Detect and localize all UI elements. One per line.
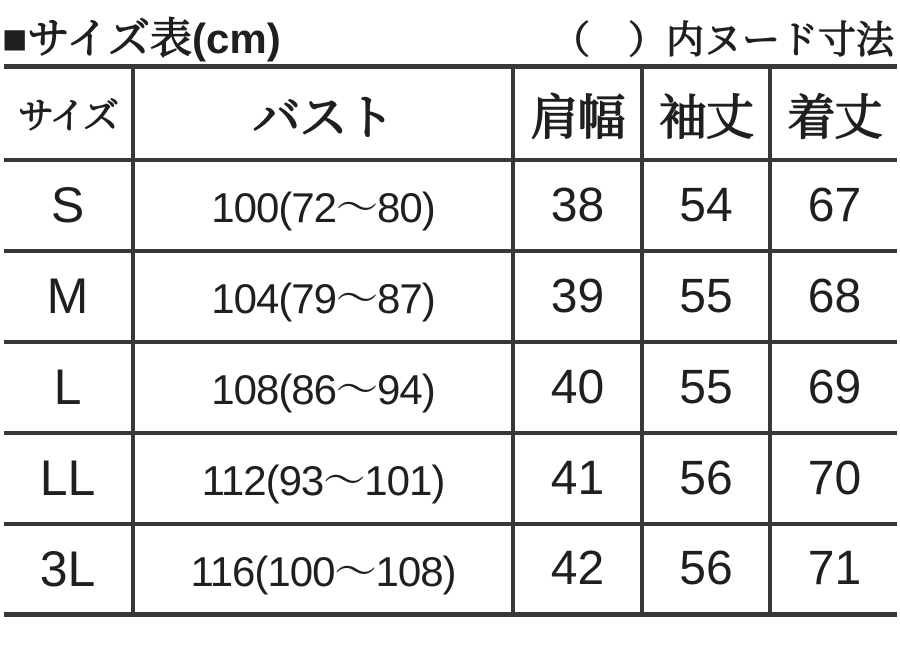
title-row — [0, 0, 900, 64]
page-title: ■サイズ表(cm) — [2, 15, 281, 62]
table-row — [4, 251, 897, 342]
size-cell: S — [4, 160, 133, 251]
size-cell: 3L — [4, 524, 133, 615]
size-cell: L — [4, 342, 133, 433]
col-header-length: 着丈 — [787, 91, 882, 145]
sleeve-cell: 56 — [642, 524, 770, 615]
sleeve-cell: 56 — [642, 433, 770, 524]
length-cell: 69 — [807, 360, 862, 414]
length-cell: 68 — [807, 269, 862, 323]
length-cell: 71 — [807, 542, 862, 596]
bust-cell: 112(93～101) — [133, 433, 513, 524]
bust-cell: 100(72～80) — [133, 160, 513, 251]
sleeve-cell: 55 — [642, 251, 770, 342]
shoulder-cell: 41 — [513, 433, 642, 524]
length-cell: 70 — [807, 451, 862, 505]
header-row — [4, 67, 897, 160]
table-row — [4, 524, 897, 615]
shoulder-cell: 42 — [513, 524, 642, 615]
col-header-size: サイズ — [4, 67, 133, 160]
bust-cell: 116(100～108) — [133, 524, 513, 615]
table-row — [4, 160, 897, 251]
table-row — [4, 342, 897, 433]
shoulder-cell: 40 — [513, 342, 642, 433]
col-header-shoulder: 肩幅 — [513, 67, 642, 160]
size-cell: M — [4, 251, 133, 342]
col-header-sleeve: 袖丈 — [642, 67, 770, 160]
table-row — [4, 433, 897, 524]
bust-cell: 108(86～94) — [133, 342, 513, 433]
title-note: （ ）内ヌード寸法 — [551, 20, 894, 62]
shoulder-cell: 38 — [513, 160, 642, 251]
bust-cell: 104(79～87) — [133, 251, 513, 342]
col-header-bust: バスト — [133, 67, 513, 160]
length-cell: 67 — [807, 178, 862, 232]
size-cell: LL — [4, 433, 133, 524]
sleeve-cell: 54 — [642, 160, 770, 251]
shoulder-cell: 39 — [513, 251, 642, 342]
size-table — [4, 64, 897, 617]
sleeve-cell: 55 — [642, 342, 770, 433]
